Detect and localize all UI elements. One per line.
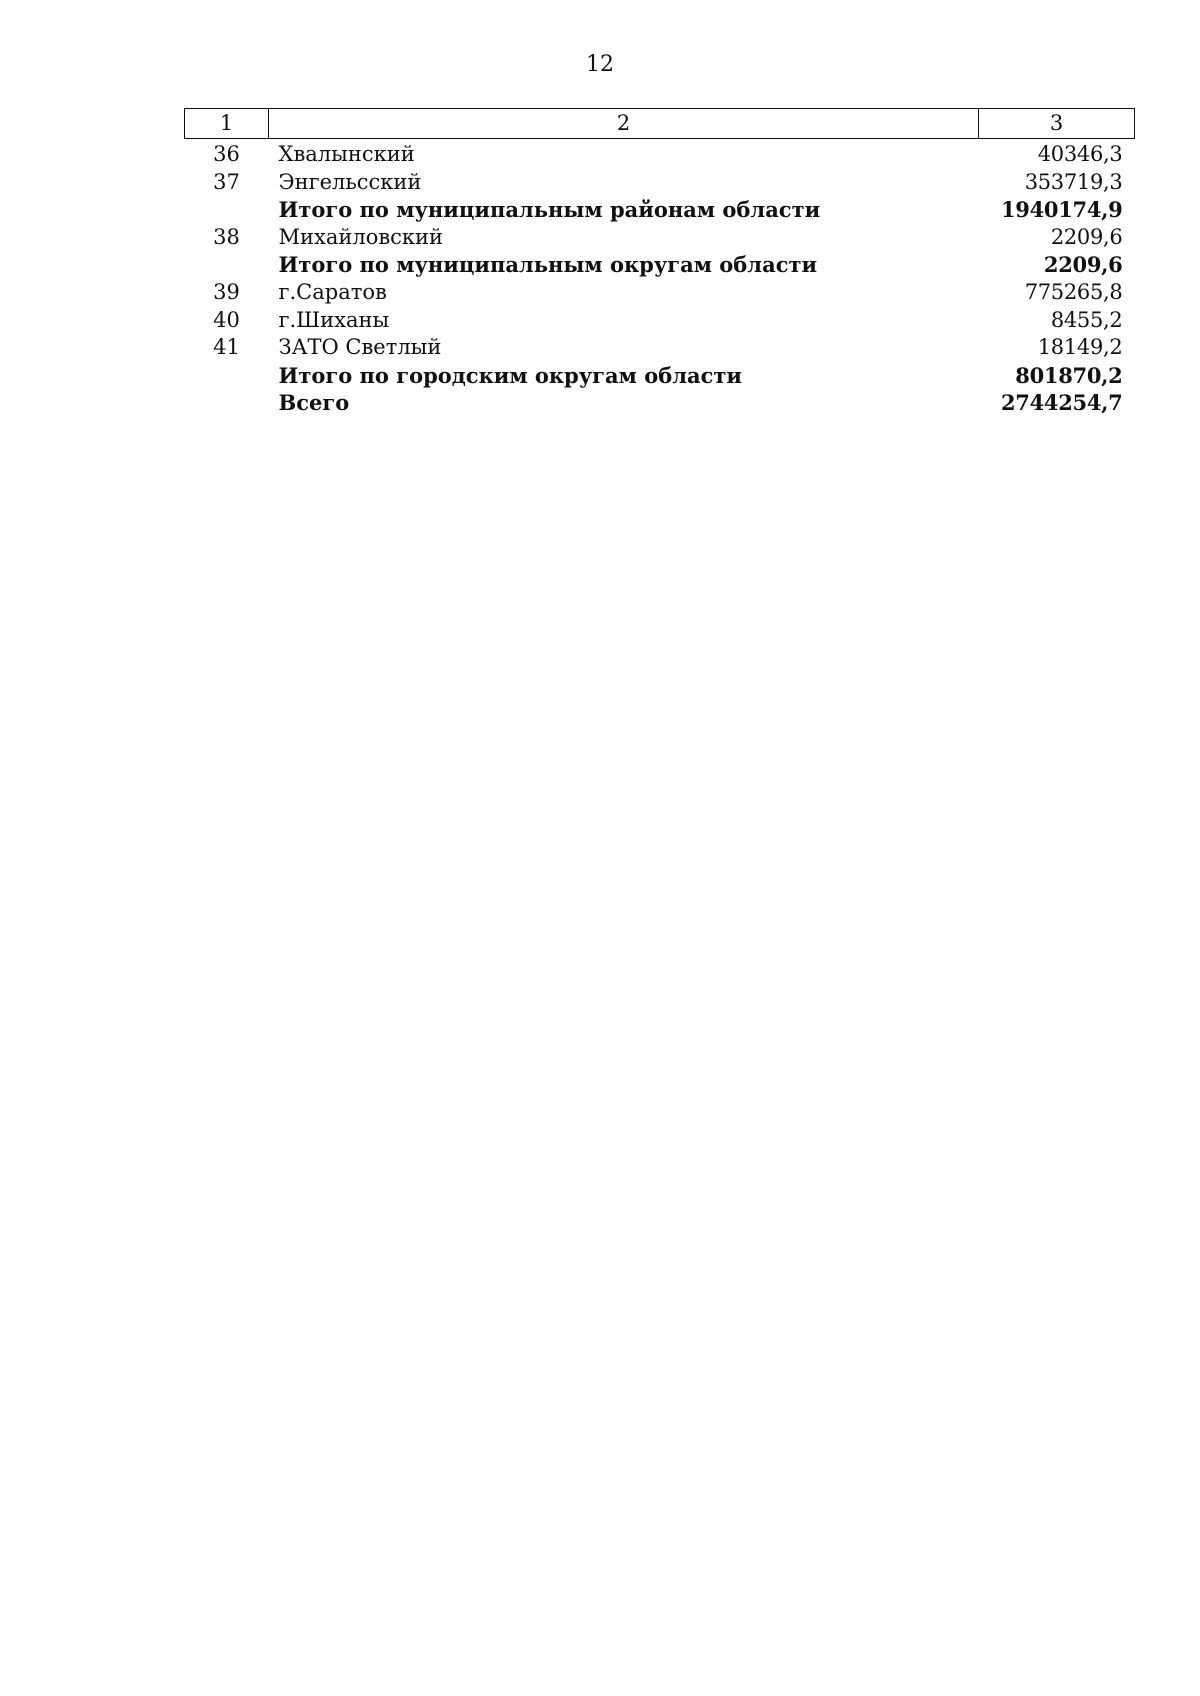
row-value: 2744254,7 [1000,390,1123,416]
table-row [185,389,1135,417]
row-name: Итого по муниципальным районам области [278,197,821,223]
row-number: 36 [213,142,240,166]
row-value: 2209,6 [1050,224,1123,249]
row-name: Итого по муниципальным округам области [278,252,818,278]
row-number: 40 [213,307,240,332]
row-value: 8455,2 [1050,307,1123,332]
table-row [185,196,1135,224]
row-value: 801870,2 [1015,362,1123,388]
table-body [185,139,1135,417]
row-name: г.Шиханы [278,307,390,332]
header-row [185,109,1135,139]
table-row [185,169,1135,197]
row-number [185,362,269,390]
row-number [185,389,269,417]
table-row [185,224,1135,252]
header-col-2: 2 [269,109,979,139]
header-col-1: 1 [185,109,269,139]
table-row [185,139,1135,169]
row-value: 353719,3 [1024,169,1123,194]
table-row [185,334,1135,362]
row-name: Всего [278,390,350,416]
row-number: 41 [213,335,240,360]
row-name: г.Саратов [278,279,387,304]
row-value: 775265,8 [1024,279,1123,304]
budget-table [184,108,1135,417]
row-number: 39 [213,279,240,304]
row-name: Михайловский [278,224,444,249]
table-row [185,279,1135,307]
row-name: Итого по городским округам области [278,362,743,388]
table-header [185,109,1135,139]
row-number: 37 [213,169,240,194]
row-name: Хвалынский [278,142,415,166]
table-row [185,251,1135,279]
table-row [185,362,1135,390]
row-value: 1940174,9 [1000,197,1123,223]
row-value: 40346,3 [1037,142,1123,166]
row-name: Энгельсский [278,169,422,194]
row-value: 2209,6 [1043,252,1123,278]
row-name: ЗАТО Светлый [278,335,442,360]
row-number [185,251,269,279]
row-number [185,196,269,224]
header-col-3: 3 [979,109,1135,139]
row-value: 18149,2 [1037,335,1123,360]
row-number: 38 [213,224,240,249]
page-number-container [0,54,1200,76]
page-number: 12 [586,52,614,77]
table-row [185,307,1135,335]
